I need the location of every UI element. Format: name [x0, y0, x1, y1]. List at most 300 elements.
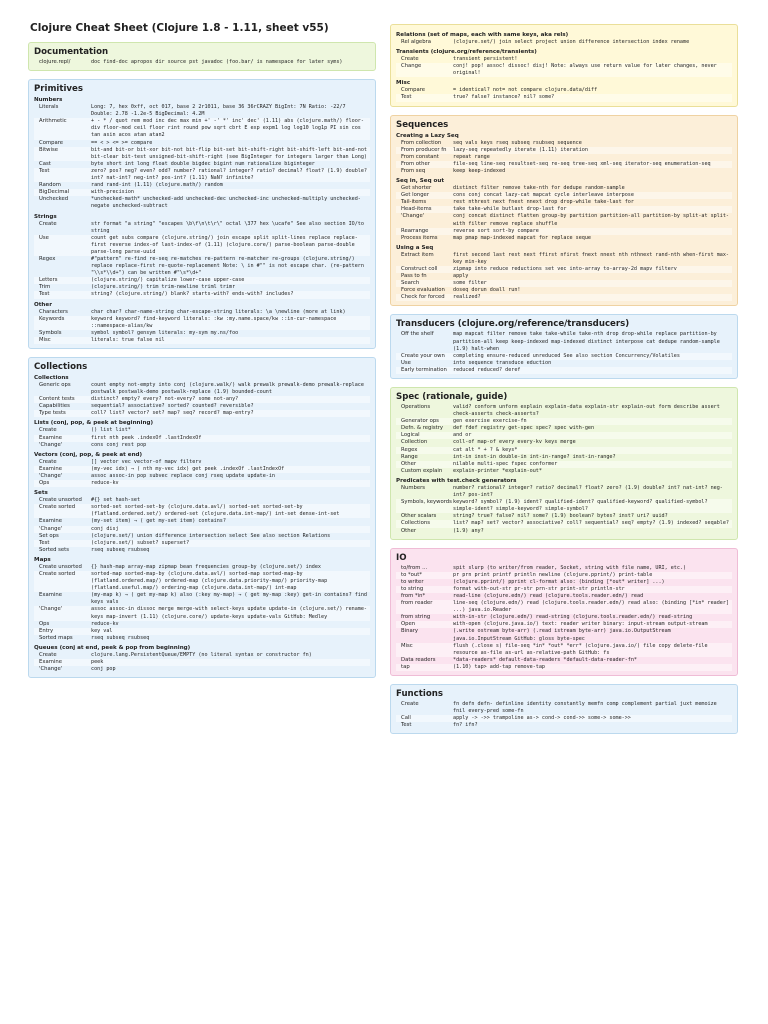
table-row	[34, 403, 370, 410]
row-label: Operations	[401, 404, 431, 410]
row-value: rseq subseq rsubseq	[91, 546, 150, 553]
row-label: Data readers	[401, 656, 436, 663]
row-value: coll-of map-of every every-kv keys merge	[453, 439, 576, 446]
table-row	[34, 459, 370, 466]
row-value: distinct? empty? every? not-every? some not-any?	[91, 396, 239, 403]
row-label: Keywords	[39, 315, 65, 322]
row-label: Test	[39, 539, 50, 546]
table-row	[34, 564, 370, 571]
row-value: nilable multi-spec fspec conformer	[453, 460, 558, 467]
row-value: byte short int long float double bigdec bigint num rationalize biginteger	[91, 160, 315, 167]
row-group	[396, 185, 732, 242]
table-row	[396, 447, 732, 454]
table-row	[396, 600, 732, 614]
row-value: map mapcat filter remove take take-while take-nth drop drop-while replace partition-by partition-all keep keep-indexed map-indexed distinct interpose cat dedupe random-sample (1.9) halt-when	[453, 331, 723, 352]
section-title: Functions	[396, 689, 443, 699]
row-label: to *out*	[401, 571, 422, 578]
row-label: Symbols	[39, 329, 62, 336]
table-row	[34, 221, 370, 235]
table-row	[396, 657, 732, 664]
row-value: apply	[453, 273, 469, 280]
row-value: (clojure.pprint/) pprint cl-format also: (binding [*out* writer] ...)	[453, 578, 665, 585]
section-seq	[390, 115, 738, 307]
row-label: 'Change'	[39, 472, 63, 479]
row-value: #{} set hash-set	[91, 497, 141, 504]
row-value: bit-and bit-or bit-xor bit-not bit-flip bit-set bit-shift-right bit-shift-left bit-and-not bit-clear bit-test unsigned-bit-shift-right (see BigInteger for integers larger than Long)	[91, 146, 371, 160]
row-label: Other scalars	[401, 513, 437, 520]
table-row	[396, 228, 732, 235]
row-group	[34, 104, 370, 210]
row-value: pr prn print printf println newline (clojure.pprint/) print-table	[453, 571, 653, 578]
table-row	[396, 353, 732, 360]
row-value: cons conj rest pop	[91, 441, 147, 448]
row-value: cat alt * + ? & keys*	[453, 446, 518, 453]
row-value: format with-out-str pr-str prn-str print-str println-str	[453, 585, 625, 592]
table-row	[396, 520, 732, 527]
row-label: 'Change'	[39, 525, 63, 532]
row-label: Examine	[39, 434, 62, 441]
row-value: (clojure.set/) subset? superset?	[91, 539, 190, 546]
row-label: 'Change'	[39, 666, 63, 673]
row-group	[34, 459, 370, 487]
table-row	[396, 161, 732, 168]
row-value: with-in-str (clojure.edn/) read-string (clojure.tools.reader.edn/) read-string	[453, 614, 693, 621]
row-value: read-line (clojure.edn/) read (clojure.tools.reader.edn/) read	[453, 592, 644, 599]
table-row	[396, 94, 732, 101]
table-row	[396, 418, 732, 425]
table-row	[34, 309, 370, 316]
subsection-title: Vectors (conj, pop, & peek at end)	[34, 451, 143, 458]
row-value: list? map? set? vector? associative? coll? sequential? seq? empty? (1.9) indexed? seqable?	[453, 520, 730, 527]
row-group	[396, 404, 732, 475]
row-value: keep keep-indexed	[453, 167, 506, 174]
row-value: int-in inst-in double-in int-in-range? inst-in-range?	[453, 453, 616, 460]
row-label: From collection	[401, 139, 442, 146]
row-value: reduce-kv	[91, 620, 119, 627]
table-row	[396, 701, 732, 715]
section-title: IO	[396, 552, 407, 563]
row-value: (my-vec idx) → ( nth my-vec idx) get peek .indexOf .lastIndexOf	[91, 465, 285, 472]
table-row	[34, 659, 370, 666]
row-value: (my-map k) → ( get my-map k) also (:key my-map) → ( get my-map :key) get-in contains? find keys vals	[91, 592, 371, 606]
table-row	[34, 533, 370, 540]
row-value: valid? conform unform explain explain-data explain-str explain-out form describe assert check-asserts check-asserts?	[453, 404, 723, 418]
table-row	[34, 182, 370, 189]
table-row	[34, 435, 370, 442]
table-row	[34, 427, 370, 434]
row-value: seq vals keys rseq subseq rsubseq sequence	[453, 139, 582, 146]
row-label: to string	[401, 585, 424, 592]
row-label: BigDecimal	[39, 189, 70, 196]
subsection-title: Transients (clojure.org/reference/transients)	[396, 49, 537, 56]
table-row	[34, 168, 370, 182]
table-row	[396, 586, 732, 593]
row-group	[396, 56, 732, 77]
table-row	[396, 63, 732, 77]
section-title: Transducers (clojure.org/reference/transducers)	[396, 319, 630, 330]
row-value: () list list*	[91, 427, 131, 434]
row-value: fn defn defn- definline identity constantly memfn comp complement partial juxt memoize fnil every-pred some-fn	[453, 701, 720, 715]
subsection-title: Other	[34, 301, 52, 308]
row-value: (clojure.set/) join select project union difference intersection index rename	[453, 39, 690, 45]
row-label: Test	[39, 167, 50, 174]
row-label: Create unsorted	[39, 563, 82, 570]
subsection-title: Numbers	[34, 97, 63, 104]
row-value: (clojure.string/) capitalize lower-case upper-case	[91, 277, 245, 284]
table-row	[34, 473, 370, 480]
table-row	[396, 425, 732, 432]
row-label: Range	[401, 453, 418, 460]
row-value: symbol symbol? gensym literals: my-sym my.ns/foo	[91, 329, 239, 336]
row-label: Test	[401, 722, 412, 729]
row-label: Search	[401, 280, 420, 287]
row-label: Examine	[39, 659, 62, 665]
row-group	[34, 221, 370, 299]
row-label: Entry	[39, 627, 54, 634]
table-row	[396, 722, 732, 729]
table-row	[34, 635, 370, 642]
table-row	[34, 330, 370, 337]
row-group	[396, 565, 732, 671]
row-value: conj disj	[91, 525, 119, 532]
row-value: == < > <= >= compare	[91, 139, 153, 146]
row-value: conj pop	[91, 666, 116, 673]
row-label: Type tests	[39, 410, 66, 417]
row-value: spit slurp (to writer/from reader, Socket, string with file name, URI, etc.)	[453, 564, 687, 571]
row-label: Logical	[401, 432, 420, 439]
row-label: Random	[39, 182, 61, 189]
table-row	[396, 168, 732, 175]
table-row	[396, 485, 732, 499]
row-label: Pass to fn	[401, 273, 427, 280]
row-label: from string	[401, 614, 431, 621]
row-group	[34, 309, 370, 344]
row-value: sequential? associative? sorted? counted? reversible?	[91, 403, 254, 410]
row-label: Force evaluation	[401, 287, 445, 294]
table-row	[396, 461, 732, 468]
row-group	[34, 427, 370, 448]
table-row	[34, 592, 370, 606]
row-value: with-open (clojure.java.io/) text: reader writer binary: input-stream output-stream	[453, 621, 708, 628]
table-row	[34, 256, 370, 277]
table-row	[396, 206, 732, 213]
row-label: Collection	[401, 439, 428, 446]
table-row	[396, 621, 732, 628]
row-label: From seq	[401, 167, 426, 174]
row-label: Head-items	[401, 206, 432, 213]
section-trans	[390, 314, 738, 379]
row-value: gen exercise exercise-fn	[453, 418, 527, 425]
row-group	[34, 564, 370, 642]
row-value: true? false? instance? nil? some?	[453, 94, 555, 101]
row-value: with-precision	[91, 189, 134, 196]
table-row	[34, 104, 370, 118]
table-row	[396, 266, 732, 273]
table-row	[396, 56, 732, 63]
row-label: Numbers	[401, 484, 426, 491]
table-row	[34, 466, 370, 473]
table-row	[34, 337, 370, 344]
table-row	[396, 614, 732, 621]
row-value: assoc assoc-in dissoc merge merge-with select-keys update update-in (clojure.set/) rename-keys map-invert (1.11) (clojure.core/) update-keys update-vals GitHub: Medley	[91, 606, 368, 620]
row-value: = identical? not= not compare clojure.data/diff	[453, 87, 598, 94]
row-label: tap	[401, 663, 410, 670]
row-label: to/from ...	[401, 564, 428, 571]
row-value: realized?	[453, 294, 481, 301]
row-group	[396, 39, 732, 46]
row-value: clojure.lang.PersistentQueue/EMPTY (no literal syntax or constructor fn)	[91, 651, 312, 658]
table-row	[396, 235, 732, 242]
row-group	[396, 701, 732, 729]
table-row	[34, 140, 370, 147]
row-group	[34, 59, 370, 66]
table-row	[34, 396, 370, 403]
table-row	[396, 273, 732, 280]
row-label: Capabilities	[39, 403, 70, 410]
table-row	[396, 154, 732, 161]
section-title: Spec (rationale, guide)	[396, 392, 508, 402]
row-value: line-seq (clojure.edn/) read (clojure.tools.reader.edn/) read also: (binding [*in* reader] ...) java.io.Reader	[453, 600, 733, 614]
subsection-title: Lists (conj, pop, & peek at beginning)	[34, 420, 153, 427]
row-value: literals: true false nil	[91, 336, 165, 343]
row-label: Unchecked	[39, 196, 69, 203]
row-label: Other	[401, 460, 417, 467]
row-value: Long: 7, hex 0xff, oct 017, base 2 2r1011, base 36 36rCRAZY BigInt: 7N Ratio: -22/7 Double: 2.78 -1.2e-5 BigDecimal: 4.2M	[91, 104, 349, 118]
row-value: coll? list? vector? set? map? seq? record? map-entry?	[91, 410, 254, 417]
subsection-title: Sets	[34, 490, 48, 497]
section-spec	[390, 387, 738, 540]
left-column	[28, 42, 376, 686]
row-label: 'Change'	[39, 441, 63, 448]
subsection-title: Collections	[34, 375, 69, 381]
table-row	[34, 504, 370, 518]
row-label: Get longer	[401, 192, 429, 199]
row-group	[396, 331, 732, 374]
row-value: [] vector vec vector-of mapv filterv	[91, 458, 202, 465]
table-row	[34, 59, 370, 66]
row-label: Trim	[39, 284, 51, 291]
row-label: Use	[39, 234, 49, 241]
table-row	[396, 213, 732, 227]
row-value: *unchecked-math* unchecked-add unchecked-dec unchecked-inc unchecked-multiply unchecked-negate unchecked-subtract	[91, 196, 361, 210]
row-label: Misc	[401, 642, 413, 649]
row-value: into sequence transduce eduction	[453, 359, 552, 366]
row-value: + - * / quot rem mod inc dec max min +' -' *' inc' dec' (1.11) abs (clojure.math/) floor-div floor-mod ceil floor rint round pow sqrt cbrt E exp expm1 log log10 log1p PI sin cos tan asin acos atan atan2	[91, 118, 364, 139]
row-value: number? rational? integer? ratio? decimal? float? zero? (1.9) double? int? nat-int? neg-int? pos-int?	[453, 484, 723, 499]
table-row	[34, 547, 370, 554]
row-group	[34, 497, 370, 554]
row-label: Compare	[39, 139, 64, 146]
section-title: Documentation	[34, 47, 109, 57]
row-label: Letters	[39, 277, 58, 284]
table-row	[396, 39, 732, 46]
row-value: zero? pos? neg? even? odd? number? rational? integer? ratio? decimal? float? (1.9) double? int? nat-int? neg-int? pos-int? (1.11) NaN? infinite?	[91, 167, 371, 182]
row-label: Compare	[401, 87, 426, 94]
table-row	[34, 442, 370, 449]
row-label: Ops	[39, 620, 50, 627]
row-label: Tail-items	[401, 199, 427, 206]
row-label: Use	[401, 359, 411, 366]
row-label: Sorted maps	[39, 634, 73, 641]
row-label: 'Change'	[401, 213, 425, 220]
section-coll	[28, 357, 376, 678]
row-value: zipmap into reduce reductions set vec into-array to-array-2d mapv filterv	[453, 265, 677, 272]
table-row	[396, 565, 732, 572]
row-label: Regex	[39, 255, 56, 262]
row-group	[396, 485, 732, 535]
row-value: {} hash-map array-map zipmap bean frequencies group-by (clojure.set/) index	[91, 563, 322, 570]
section-io	[390, 548, 738, 676]
subsection-title: Misc	[396, 80, 411, 87]
row-value: doc find-doc apropos dir source pst javadoc (foo.bar/ is namespace for later syms)	[91, 59, 343, 65]
section-title: Primitives	[34, 84, 83, 95]
row-label: Test	[401, 94, 412, 101]
row-label: Check for forced	[401, 294, 445, 301]
row-value: rand rand-int (1.11) (clojure.math/) random	[91, 182, 223, 189]
row-label: Test	[39, 291, 50, 298]
row-value: file-seq line-seq resultset-seq re-seq tree-seq xml-seq iterator-seq enumeration-seq	[453, 160, 711, 167]
row-value: rest nthrest next fnext nnext drop drop-while take-last for	[453, 199, 634, 206]
table-row	[396, 252, 732, 266]
subsection-title: Creating a Lazy Seq	[396, 132, 459, 139]
table-row	[396, 404, 732, 418]
table-row	[34, 518, 370, 525]
table-row	[34, 497, 370, 504]
row-label: from *in*	[401, 592, 426, 599]
row-value: (clojure.set/) union difference intersection select See also section Relations	[91, 532, 331, 539]
row-value: count get subs compare (clojure.string/) join escape split split-lines replace replace-first reverse index-of last-index-of (1.11) (clojure.core/) parse-boolean parse-double parse-long parse-uuid	[91, 234, 358, 255]
row-value: reduced reduced? deref	[453, 366, 521, 373]
table-row	[34, 540, 370, 547]
row-label: From constant	[401, 153, 439, 160]
row-label: to writer	[401, 578, 424, 585]
table-row	[396, 593, 732, 600]
row-value: fn? ifn?	[453, 722, 478, 729]
table-row	[396, 643, 732, 657]
row-label: Construct coll	[401, 265, 438, 272]
row-label: 'Change'	[39, 606, 63, 613]
row-label: Call	[401, 715, 411, 722]
row-value: first nth peek .indexOf .lastIndexOf	[91, 434, 202, 441]
row-label: Rel algebra	[401, 39, 431, 45]
row-label: Symbols, keywords	[401, 499, 452, 506]
subsection-title: Queues (conj at end, peek & pop from beginning)	[34, 644, 191, 651]
row-value: repeat range	[453, 153, 490, 160]
table-row	[34, 284, 370, 291]
row-label: Create unsorted	[39, 497, 82, 504]
row-label: Custom explain	[401, 467, 443, 474]
row-label: Regex	[401, 446, 418, 453]
table-row	[396, 664, 732, 671]
row-group	[396, 140, 732, 175]
table-row	[34, 196, 370, 210]
row-value: string? true? false? nil? some? (1.9) boolean? bytes? inst? uri? uuid?	[453, 513, 668, 520]
table-row	[34, 410, 370, 417]
row-label: Create sorted	[39, 504, 76, 511]
row-label: Sorted sets	[39, 546, 70, 553]
row-group	[34, 652, 370, 673]
row-value: #"pattern" re-find re-seq re-matches re-pattern re-matcher re-groups (clojure.string/) replace replace-first re-quote-replacement Note: \ in #"" is not escape char. (re-pattern "\\s*\\d+") can be written #"\s*\d+"	[91, 255, 368, 277]
row-label: Create your own	[401, 352, 445, 359]
table-row	[34, 606, 370, 620]
row-label: Content tests	[39, 396, 75, 403]
table-row	[396, 439, 732, 446]
row-label: Create	[39, 220, 57, 227]
row-label: Change	[401, 63, 422, 70]
table-row	[396, 331, 732, 352]
row-label: Collections	[401, 520, 430, 527]
row-value: sorted-set sorted-set-by (clojure.data.avl/) sorted-set sorted-set-by (flatland.ordered.set/) ordered-set (clojure.data.int-map/) int-set dense-int-set	[91, 504, 340, 518]
table-row	[34, 235, 370, 256]
row-value: count empty not-empty into conj (clojure.walk/) walk prewalk prewalk-demo prewalk-replace postwalk postwalk-demo postwalk-replace (1.9) bounded-count	[91, 382, 368, 396]
table-row	[34, 571, 370, 592]
row-value: keyword? symbol? (1.9) ident? qualified-ident? qualified-keyword? qualified-symbol? simple-ident? simple-keyword? simple-symbol?	[453, 499, 711, 513]
row-value: explain-printer *explain-out*	[453, 467, 542, 474]
row-value: sorted-map sorted-map-by (clojure.data.avl/) sorted-map sorted-map-by (flatland.ordered.map/) ordered-map (clojure.data.priority-map/) priority-map (flatland.useful.map/) ordering-map (clojure.data.int-map/) int-map	[91, 570, 331, 592]
row-label: Off the shelf	[401, 331, 434, 338]
row-label: Cast	[39, 160, 51, 167]
table-row	[396, 294, 732, 301]
table-row	[396, 192, 732, 199]
row-value: take take-while butlast drop-last for	[453, 206, 567, 213]
row-value: distinct filter remove take-nth for dedupe random-sample	[453, 185, 625, 192]
row-value: cons conj concat lazy-cat mapcat cycle interleave interpose	[453, 192, 634, 199]
table-row	[396, 528, 732, 535]
row-label: Defn. & registry	[401, 425, 444, 432]
row-label: Examine	[39, 465, 62, 472]
table-row	[396, 140, 732, 147]
row-label: Ops	[39, 480, 50, 487]
subsection-title: Relations (set of maps, each with same keys, aka rels)	[396, 32, 569, 38]
subsection-title: Strings	[34, 213, 57, 220]
row-value: transient persistent!	[453, 56, 518, 63]
row-label: Examine	[39, 592, 62, 599]
table-row	[396, 454, 732, 461]
table-row	[34, 189, 370, 196]
row-value: rseq subseq rsubseq	[91, 634, 150, 641]
row-label: Misc	[39, 336, 51, 343]
row-value: conj! pop! assoc! dissoc! disj! Note: always use return value for later changes, never original!	[453, 63, 720, 77]
row-value: *data-readers* default-data-readers *default-data-reader-fn*	[453, 656, 638, 663]
row-value: conj concat distinct flatten group-by partition partition-all partition-by split-at split-with filter remove replace shuffle	[453, 213, 730, 227]
table-row	[396, 287, 732, 294]
table-row	[396, 280, 732, 287]
table-row	[34, 291, 370, 298]
row-label: Examine	[39, 518, 62, 525]
row-value: first second last rest next ffirst nfirst fnext nnext nth nthnext rand-nth when-first max-key min-key	[453, 251, 730, 265]
row-label: Generic ops	[39, 382, 71, 388]
table-row	[396, 367, 732, 374]
row-label: Get shorter	[401, 185, 432, 192]
row-value: string? (clojure.string/) blank? starts-with? ends-with? includes?	[91, 291, 294, 298]
table-row	[396, 572, 732, 579]
table-row	[396, 628, 732, 642]
row-value: some filter	[453, 280, 487, 287]
table-row	[34, 382, 370, 396]
table-row	[396, 499, 732, 513]
right-column	[390, 24, 738, 742]
row-value: flush (.close s) file-seq *in* *out* *err* (clojure.java.io/) file copy delete-file resource as-file as-url as-relative-path GitHub: fs	[453, 642, 711, 656]
row-label: Rearrange	[401, 227, 429, 234]
row-label: Create	[401, 701, 419, 707]
row-value: (.write ostream byte-arr) (.read istream byte-arr) java.io.OutputStream java.io.InputStream GitHub: gloss byte-spec	[453, 628, 674, 642]
row-value: keyword keyword? find-keyword literals: :kw :my.name.space/kw ::in-cur-namespace ::namespace-alias/kw	[91, 315, 340, 329]
row-label: Create sorted	[39, 570, 76, 577]
table-row	[396, 513, 732, 520]
row-label: Process items	[401, 234, 438, 241]
row-label: Other	[401, 527, 417, 534]
section-doc	[28, 42, 376, 71]
